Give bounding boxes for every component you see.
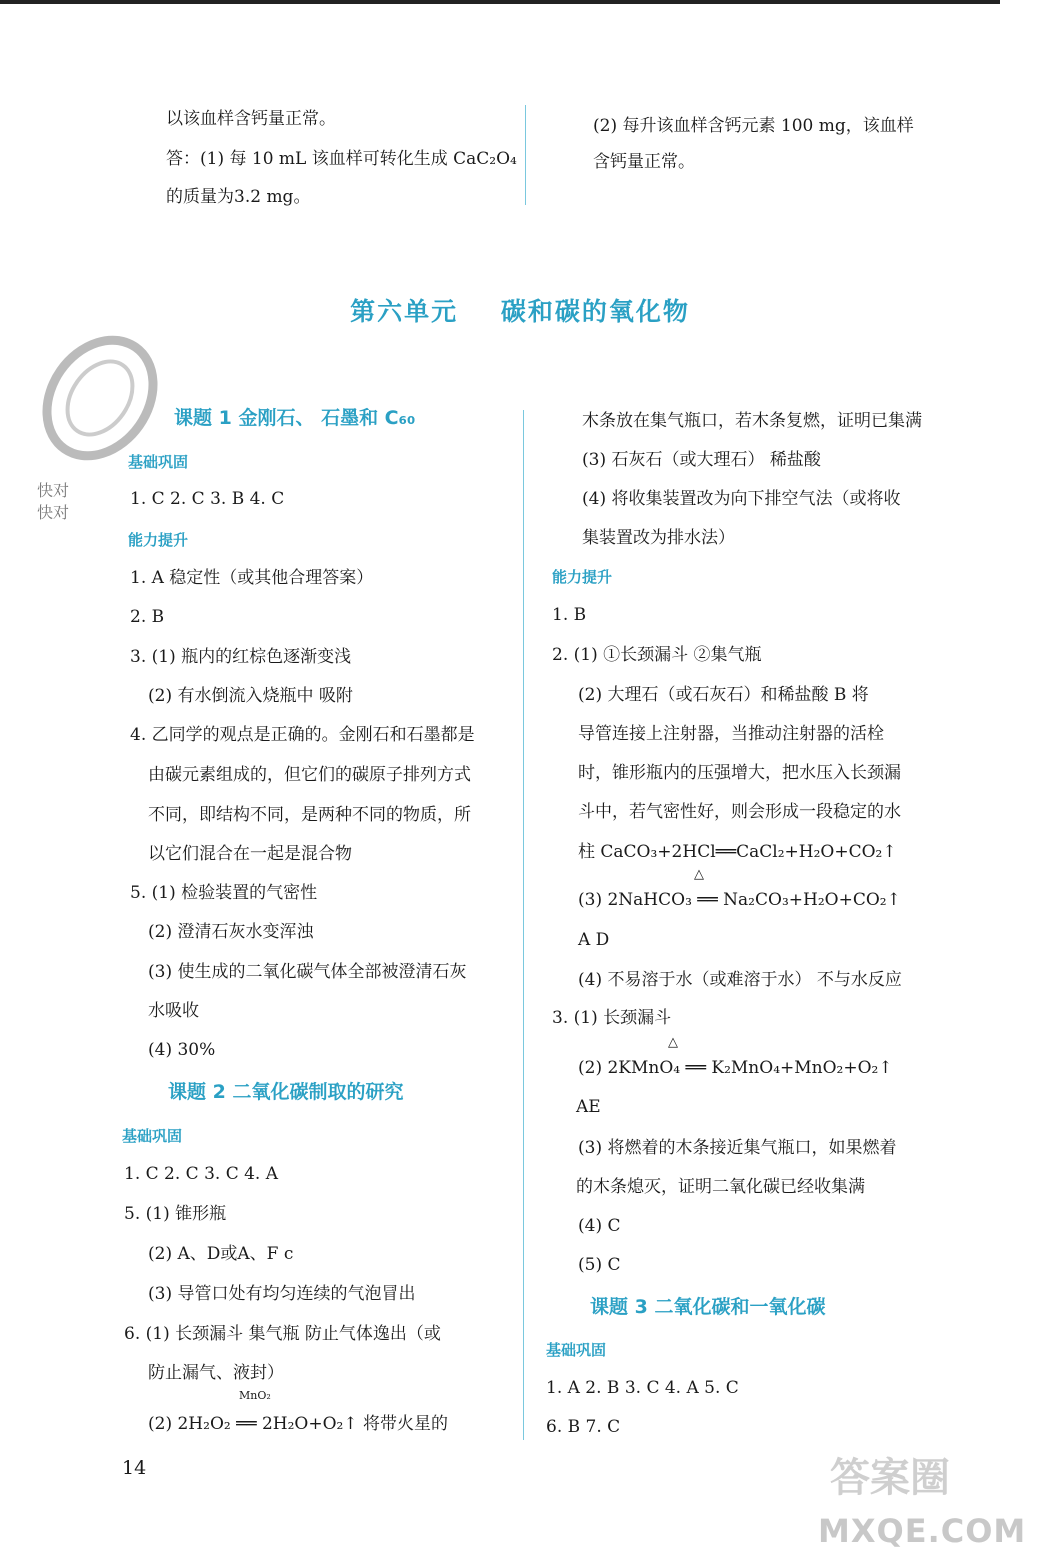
answer-line: 1. A 稳定性（或其他合理答案） — [130, 568, 374, 588]
answer-line: AE — [576, 1097, 601, 1117]
stamp-text: 快对 — [37, 481, 70, 500]
answer-line: 的木条熄灭，证明二氧化碳已经收集满 — [576, 1177, 865, 1197]
answer-line: 3. (1) 长颈漏斗 — [552, 1008, 672, 1028]
answer-line: 1. A 2. B 3. C 4. A 5. C — [546, 1378, 739, 1398]
answer-line: 导管连接上注射器，当推动注射器的活栓 — [578, 724, 884, 744]
watermark-url: MXQE.COM — [818, 1512, 1027, 1550]
answer-line: 不同，即结构不同，是两种不同的物质，所 — [148, 805, 471, 825]
watermark-logo: 答案圈 — [830, 1455, 950, 1501]
top-border — [0, 0, 1000, 4]
answer-line: 斗中，若气密性好，则会形成一段稳定的水 — [578, 802, 901, 822]
answer-line: 5. (1) 锥形瓶 — [124, 1204, 227, 1224]
text-line: 答：(1) 每 10 mL 该血样可转化生成 CaC₂O₄ — [166, 149, 517, 169]
answer-line: 6. (1) 长颈漏斗 集气瓶 防止气体逸出（或 — [124, 1324, 441, 1344]
stamp-text: 快对 — [37, 503, 70, 522]
section-label-ability: 能力提升 — [128, 531, 189, 549]
answer-line: 4. 乙同学的观点是正确的。金刚石和石墨都是 — [130, 725, 475, 745]
answer-line: A D — [578, 930, 610, 950]
text-line: (2) 每升该血样含钙元素 100 mg，该血样 — [593, 116, 914, 136]
answer-line: (2) 有水倒流入烧瓶中 吸附 — [148, 686, 353, 706]
catalyst-label: MnO₂ — [239, 1389, 271, 1402]
answer-line: 2. B — [130, 607, 165, 627]
section-label-basic: 基础巩固 — [546, 1341, 607, 1359]
answer-line: (3) 2NaHCO₃ ══ Na₂CO₃+H₂O+CO₂↑ — [578, 890, 901, 910]
answer-line: (3) 导管口处有均匀连续的气泡冒出 — [148, 1284, 416, 1304]
column-divider — [523, 410, 524, 1440]
section-label-ability: 能力提升 — [552, 568, 613, 586]
answer-line: 以它们混合在一起是混合物 — [148, 844, 352, 864]
answer-line: 由碳元素组成的，但它们的碳原子排列方式 — [148, 765, 471, 785]
page-number: 14 — [122, 1457, 147, 1479]
column-divider — [525, 105, 526, 205]
unit-title: 第六单元 碳和碳的氧化物 — [350, 297, 690, 326]
answer-line: (2) 2H₂O₂ ══ 2H₂O+O₂↑ 将带火星的 — [148, 1414, 449, 1434]
answer-line: 5. (1) 检验装置的气密性 — [130, 883, 318, 903]
answer-line: 防止漏气、液封） — [148, 1363, 284, 1383]
answer-line: (2) 2KMnO₄ ══ K₂MnO₄+MnO₂+O₂↑ — [578, 1058, 893, 1078]
answer-line: (5) C — [578, 1255, 621, 1275]
answer-line: (2) 澄清石灰水变浑浊 — [148, 922, 314, 942]
stamp-logo — [30, 318, 170, 468]
lesson-1-title: 课题 1 金刚石、 石墨和 C₆₀ — [174, 407, 416, 429]
answer-line: (4) C — [578, 1216, 621, 1236]
answer-line: (4) 30% — [148, 1040, 216, 1060]
answer-line: 集装置改为排水法） — [582, 528, 735, 548]
answer-line: 6. B 7. C — [546, 1417, 621, 1437]
answer-line: 3. (1) 瓶内的红棕色逐渐变浅 — [130, 647, 352, 667]
answer-line: (3) 使生成的二氧化碳气体全部被澄清石灰 — [148, 962, 467, 982]
text-line: 以该血样含钙量正常。 — [166, 109, 336, 129]
answer-line: 1. C 2. C 3. C 4. A — [124, 1164, 279, 1184]
heat-symbol: △ — [668, 1035, 678, 1050]
answer-line: 时，锥形瓶内的压强增大，把水压入长颈漏 — [578, 763, 901, 783]
text-line: 含钙量正常。 — [593, 152, 695, 172]
lesson-2-title: 课题 2 二氧化碳制取的研究 — [168, 1081, 404, 1103]
answer-line: 2. (1) ①长颈漏斗 ②集气瓶 — [552, 645, 762, 665]
heat-symbol: △ — [694, 867, 704, 882]
answer-line: 木条放在集气瓶口，若木条复燃，证明已集满 — [582, 411, 922, 431]
answer-line: (3) 将燃着的木条接近集气瓶口，如果燃着 — [578, 1138, 897, 1158]
answer-line: 水吸收 — [148, 1001, 199, 1021]
answer-line: (3) 石灰石（或大理石） 稀盐酸 — [582, 450, 821, 470]
answer-line: (4) 不易溶于水（或难溶于水） 不与水反应 — [578, 970, 902, 990]
lesson-3-title: 课题 3 二氧化碳和一氧化碳 — [590, 1296, 826, 1318]
section-label-basic: 基础巩固 — [128, 453, 189, 471]
answer-line: 1. B — [552, 605, 587, 625]
answer-line: (2) 大理石（或石灰石）和稀盐酸 B 将 — [578, 685, 869, 705]
section-label-basic: 基础巩固 — [122, 1127, 183, 1145]
answer-line: (4) 将收集装置改为向下排空气法（或将收 — [582, 489, 901, 509]
answer-line: 1. C 2. C 3. B 4. C — [130, 489, 285, 509]
answer-line: (2) A、D或A、F c — [148, 1244, 294, 1264]
answer-line: 柱 CaCO₃+2HCl══CaCl₂+H₂O+CO₂↑ — [578, 842, 897, 862]
text-line: 的质量为3.2 mg。 — [166, 187, 311, 207]
